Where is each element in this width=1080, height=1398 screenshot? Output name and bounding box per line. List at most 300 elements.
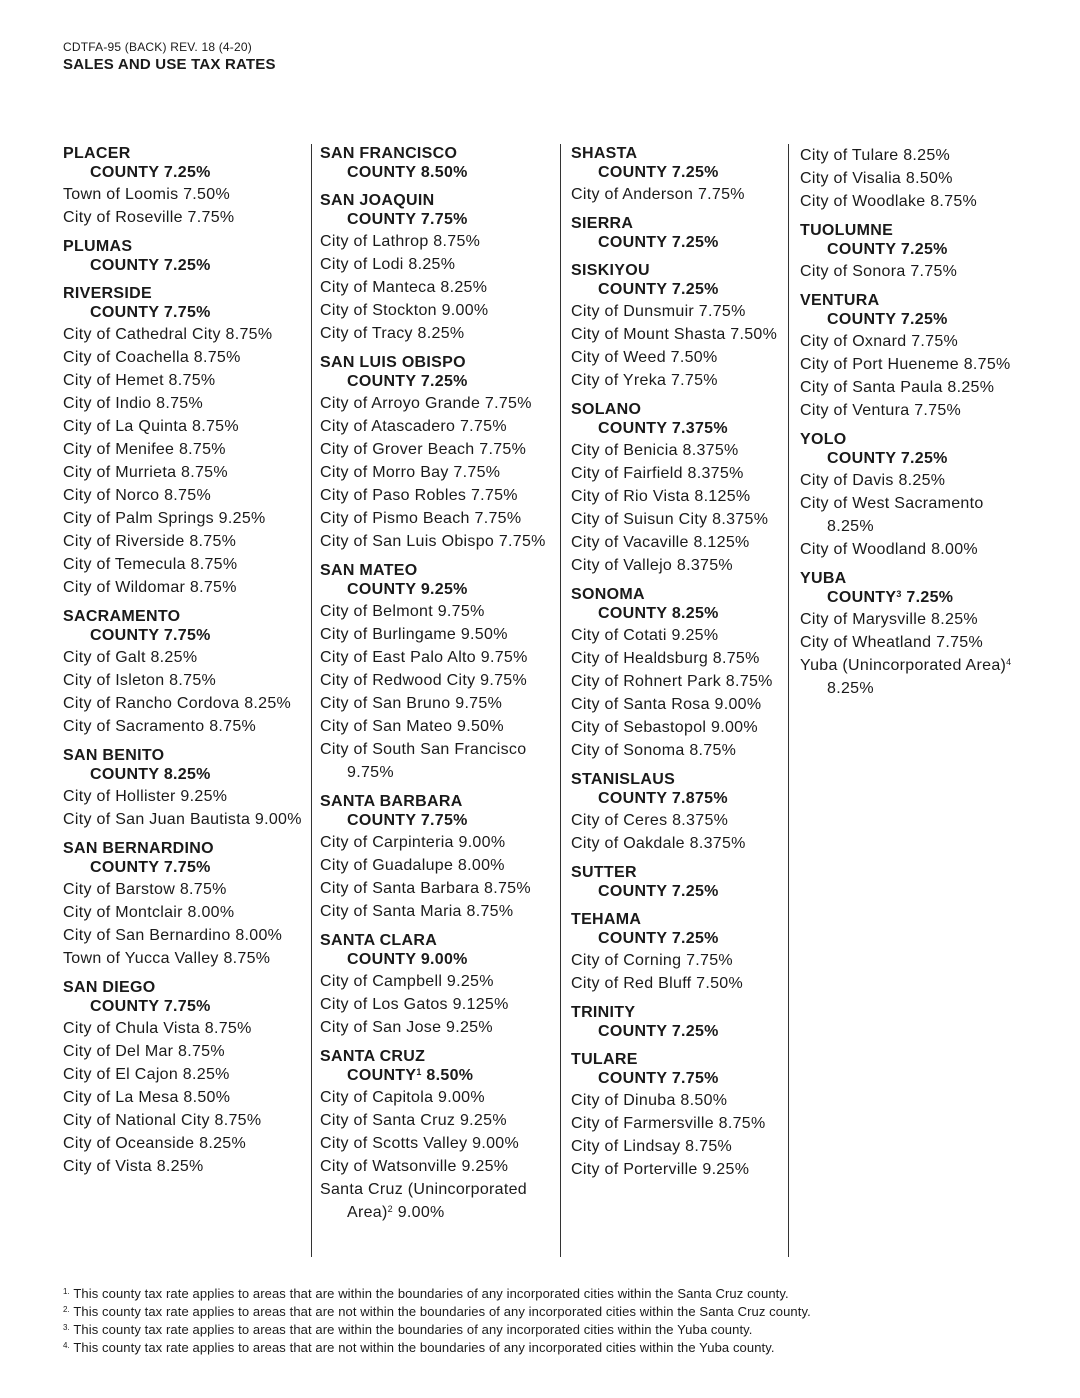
- city-entry: [320, 438, 558, 461]
- city-entry: [320, 415, 558, 438]
- county-rate-line: [800, 588, 1040, 608]
- city-name-rate: City of Vallejo 8.375%: [571, 557, 733, 574]
- county-rate: 7.375%: [671, 420, 728, 437]
- city-name-rate: City of Santa Rosa 9.00%: [571, 696, 762, 713]
- county-label: COUNTY: [598, 234, 668, 251]
- city-name-rate: Santa Cruz (Unincorporated: [320, 1181, 528, 1198]
- city-entry: [320, 669, 558, 692]
- city-name-rate: City of El Cajon 8.25%: [63, 1066, 230, 1083]
- county-name: SAN DIEGO: [63, 979, 156, 996]
- city-entry: [63, 461, 309, 484]
- county-section: [800, 430, 1040, 561]
- city-name-rate: City of Mount Shasta 7.50%: [571, 326, 778, 343]
- footnote-number: 1.: [63, 1287, 70, 1296]
- county-section: [63, 237, 309, 276]
- county-rate: 7.25%: [900, 311, 948, 328]
- county-section: [571, 863, 785, 902]
- county-label: COUNTY: [90, 257, 160, 274]
- city-name-rate: City of Chula Vista 8.75%: [63, 1020, 252, 1037]
- county-rate-line: [571, 419, 785, 439]
- city-entry: [320, 993, 558, 1016]
- city-name-rate: City of Benicia 8.375%: [571, 442, 739, 459]
- county-section: [320, 1047, 558, 1224]
- county-section: [320, 353, 558, 553]
- city-name-rate: City of Hemet 8.75%: [63, 372, 216, 389]
- county-name: SACRAMENTO: [63, 608, 181, 625]
- city-name-rate: City of Del Mar 8.75%: [63, 1043, 225, 1060]
- city-name-rate: City of Cathedral City 8.75%: [63, 326, 273, 343]
- city-rate: 8.25%: [827, 680, 874, 697]
- city-entry: [571, 624, 785, 647]
- county-name: YUBA: [800, 570, 847, 587]
- county-name: SANTA CRUZ: [320, 1048, 426, 1065]
- city-name-rate: City of San Bruno 9.75%: [320, 695, 503, 712]
- city-entry: [571, 693, 785, 716]
- county-label: COUNTY: [598, 930, 668, 947]
- city-entry: [800, 399, 1040, 422]
- city-entry: [320, 322, 558, 345]
- county-rate: 7.25%: [671, 164, 719, 181]
- city-name-rate: City of Cotati 9.25%: [571, 627, 719, 644]
- city-entry: [320, 854, 558, 877]
- county-name: SAN JOAQUIN: [320, 192, 435, 209]
- city-entry: [63, 507, 309, 530]
- county-label: COUNTY: [598, 883, 668, 900]
- county-rate-line: [63, 997, 309, 1017]
- city-name-rate: City of Woodlake 8.75%: [800, 193, 978, 210]
- city-entry: [800, 190, 1040, 213]
- city-name-rate: City of Roseville 7.75%: [63, 209, 235, 226]
- county-section: [571, 261, 785, 392]
- city-name-rate: City of Sonora 7.75%: [800, 263, 958, 280]
- city-entry: [320, 230, 558, 253]
- city-name-rate: City of Sebastopol 9.00%: [571, 719, 758, 736]
- county-section: [63, 978, 309, 1178]
- city-rate: 9.75%: [347, 764, 394, 781]
- county-label: COUNTY: [347, 373, 417, 390]
- city-name-rate: City of Sonoma 8.75%: [571, 742, 737, 759]
- footnote-item: [63, 1339, 811, 1357]
- footnotes: [63, 1285, 811, 1357]
- county-rate: 7.75%: [163, 304, 211, 321]
- county-rate-line: [800, 240, 1040, 260]
- county-rate-line: [571, 1022, 785, 1042]
- city-entry: [320, 253, 558, 276]
- county-label: COUNTY: [598, 1023, 668, 1040]
- city-name-rate: City of Temecula 8.75%: [63, 556, 238, 573]
- city-entry: [63, 369, 309, 392]
- city-entry: [800, 260, 1040, 283]
- county-label: COUNTY: [347, 951, 417, 968]
- city-name-rate: City of Lodi 8.25%: [320, 256, 456, 273]
- county-name: SONOMA: [571, 586, 645, 603]
- footnote-ref: 4: [1006, 657, 1012, 667]
- city-name-rate: City of Dunsmuir 7.75%: [571, 303, 746, 320]
- county-name: SANTA BARBARA: [320, 793, 463, 810]
- rates-column-2: [320, 144, 558, 1232]
- city-entry: [63, 692, 309, 715]
- city-entry: [320, 1109, 558, 1132]
- city-entry: [571, 739, 785, 762]
- county-name: STANISLAUS: [571, 771, 676, 788]
- county-section: [571, 910, 785, 995]
- county-rate: 7.25%: [163, 257, 211, 274]
- city-name-rate: City of Morro Bay 7.75%: [320, 464, 501, 481]
- city-entry: [320, 276, 558, 299]
- city-name-rate: City of Corning 7.75%: [571, 952, 733, 969]
- footnote-ref: 3: [896, 589, 902, 599]
- county-rate: 7.75%: [163, 859, 211, 876]
- county-rate: 7.875%: [671, 790, 728, 807]
- city-entry: [571, 1158, 785, 1181]
- city-entry: [320, 1132, 558, 1155]
- city-name-rate: City of South San Francisco: [320, 741, 527, 758]
- city-name-rate: City of Arroyo Grande 7.75%: [320, 395, 532, 412]
- county-rate: 9.25%: [420, 581, 468, 598]
- city-name-rate: City of Lindsay 8.75%: [571, 1138, 733, 1155]
- county-name: SHASTA: [571, 145, 638, 162]
- city-name-rate: City of Scotts Valley 9.00%: [320, 1135, 519, 1152]
- county-rate: 8.50%: [420, 164, 468, 181]
- county-label: COUNTY: [598, 164, 668, 181]
- city-name-rate: City of Fairfield 8.375%: [571, 465, 744, 482]
- city-entry: [63, 924, 309, 947]
- county-label: COUNTY: [347, 1067, 417, 1084]
- rates-column-1: [63, 144, 309, 1186]
- county-section: [571, 770, 785, 855]
- county-rate: 8.50%: [426, 1067, 474, 1084]
- footnote-item: [63, 1321, 811, 1339]
- county-label: COUNTY: [827, 589, 897, 606]
- county-section: [63, 607, 309, 738]
- county-section: [63, 144, 309, 229]
- county-section: [571, 1003, 785, 1042]
- city-name-rate: City of Tulare 8.25%: [800, 147, 951, 164]
- county-name: SAN MATEO: [320, 562, 418, 579]
- county-label: COUNTY: [90, 998, 160, 1015]
- city-entry: [63, 646, 309, 669]
- county-name: SAN FRANCISCO: [320, 145, 458, 162]
- county-rate-line: [800, 310, 1040, 330]
- county-section: [571, 214, 785, 253]
- county-label: COUNTY: [827, 450, 897, 467]
- county-section: [320, 561, 558, 784]
- city-entry: [63, 715, 309, 738]
- form-id: CDTFA-95 (BACK) REV. 18 (4-20): [63, 40, 252, 54]
- city-name-rate: City of Montclair 8.00%: [63, 904, 235, 921]
- column-divider: [311, 144, 312, 1257]
- county-label: COUNTY: [90, 627, 160, 644]
- city-entry: [63, 808, 309, 831]
- footnote-ref: 2: [387, 1204, 393, 1214]
- county-section: [571, 144, 785, 206]
- city-entry: [571, 1112, 785, 1135]
- city-name-rate: City of Oxnard 7.75%: [800, 333, 959, 350]
- city-entry: [63, 1040, 309, 1063]
- county-rate: 9.00%: [420, 951, 468, 968]
- city-name-rate: City of Rancho Cordova 8.25%: [63, 695, 292, 712]
- county-label: COUNTY: [598, 790, 668, 807]
- city-entry: [320, 831, 558, 854]
- rates-column-3: [571, 144, 785, 1189]
- city-name-rate: City of Santa Paula 8.25%: [800, 379, 995, 396]
- county-rate-line: [63, 626, 309, 646]
- city-entry: [320, 623, 558, 646]
- city-entry: [320, 1016, 558, 1039]
- city-name-rate: City of Norco 8.75%: [63, 487, 211, 504]
- city-name-rate: City of Murrieta 8.75%: [63, 464, 228, 481]
- county-rate-line: [63, 256, 309, 276]
- county-label: COUNTY: [347, 211, 417, 228]
- city-name-rate: City of West Sacramento: [800, 495, 984, 512]
- city-name-rate: City of Rio Vista 8.125%: [571, 488, 751, 505]
- city-entry: [800, 631, 1040, 654]
- city-entry: [571, 1089, 785, 1112]
- city-entry: [571, 323, 785, 346]
- city-entry: [63, 415, 309, 438]
- city-name-rate: City of Wheatland 7.75%: [800, 634, 983, 651]
- city-name-rate: City of Stockton 9.00%: [320, 302, 489, 319]
- city-name-rate: City of Oceanside 8.25%: [63, 1135, 246, 1152]
- county-rate: 7.25%: [671, 234, 719, 251]
- county-section: [63, 839, 309, 970]
- county-rate: 7.25%: [671, 281, 719, 298]
- city-name-rate: City of Santa Barbara 8.75%: [320, 880, 531, 897]
- city-name-rate: City of Ceres 8.375%: [571, 812, 729, 829]
- city-name-rate: City of East Palo Alto 9.75%: [320, 649, 528, 666]
- county-rate-line: [63, 303, 309, 323]
- footnote-text: This county tax rate applies to areas that are not within the boundaries of any incorporated cities within the Santa Cruz county.: [73, 1304, 811, 1319]
- city-name-rate: City of Farmersville 8.75%: [571, 1115, 766, 1132]
- county-rate-line: [320, 950, 558, 970]
- city-entry: [800, 167, 1040, 190]
- county-rate: 7.25%: [671, 930, 719, 947]
- county-rate: 7.25%: [900, 241, 948, 258]
- city-entry: [571, 439, 785, 462]
- county-label: COUNTY: [90, 766, 160, 783]
- county-rate-line: [63, 163, 309, 183]
- city-name-rate: City of Riverside 8.75%: [63, 533, 237, 550]
- county-rate: 8.25%: [163, 766, 211, 783]
- city-name-rate: City of Porterville 9.25%: [571, 1161, 750, 1178]
- city-name-rate: City of Red Bluff 7.50%: [571, 975, 744, 992]
- county-name: RIVERSIDE: [63, 285, 152, 302]
- city-entry: [800, 376, 1040, 399]
- city-entry: [63, 1086, 309, 1109]
- county-rate: 7.75%: [420, 812, 468, 829]
- county-rate-line: [800, 449, 1040, 469]
- county-name: TRINITY: [571, 1004, 636, 1021]
- city-entry: [320, 484, 558, 507]
- city-name-rate: City of San Mateo 9.50%: [320, 718, 504, 735]
- county-section: [320, 144, 558, 183]
- county-name: PLACER: [63, 145, 131, 162]
- city-entry: [571, 300, 785, 323]
- city-entry: [571, 508, 785, 531]
- city-name-rate: City of Palm Springs 9.25%: [63, 510, 266, 527]
- city-name-continued: Area): [347, 1204, 388, 1221]
- city-name-rate: City of Ventura 7.75%: [800, 402, 962, 419]
- city-entry: [571, 716, 785, 739]
- city-name-rate: City of Watsonville 9.25%: [320, 1158, 509, 1175]
- city-name-rate: City of San Luis Obispo 7.75%: [320, 533, 546, 550]
- city-name-rate: City of Oakdale 8.375%: [571, 835, 746, 852]
- county-rate-line: [571, 789, 785, 809]
- city-entry: [63, 553, 309, 576]
- city-name-rate: City of Vacaville 8.125%: [571, 534, 750, 551]
- county-rate-line: [571, 882, 785, 902]
- city-entry: [571, 809, 785, 832]
- footnote-number: 4.: [63, 1341, 70, 1350]
- city-entry: [320, 600, 558, 623]
- city-name-rate: City of Suisun City 8.375%: [571, 511, 769, 528]
- county-label: COUNTY: [598, 605, 668, 622]
- city-entry: [320, 1086, 558, 1109]
- city-entry: [320, 738, 558, 761]
- county-rate-line: [571, 604, 785, 624]
- city-name-rate: City of Healdsburg 8.75%: [571, 650, 760, 667]
- county-name: SUTTER: [571, 864, 637, 881]
- county-label: COUNTY: [598, 281, 668, 298]
- county-label: COUNTY: [347, 812, 417, 829]
- county-label: COUNTY: [827, 311, 897, 328]
- county-name: SOLANO: [571, 401, 642, 418]
- city-name-rate: City of Atascadero 7.75%: [320, 418, 507, 435]
- footnote-item: [63, 1285, 811, 1303]
- county-rate-line: [63, 858, 309, 878]
- city-name-rate: City of Wildomar 8.75%: [63, 579, 237, 596]
- county-rate-line: [320, 210, 558, 230]
- city-entry: [571, 462, 785, 485]
- city-name-rate: City of Indio 8.75%: [63, 395, 203, 412]
- city-entry: [571, 972, 785, 995]
- county-section: [571, 585, 785, 762]
- city-name-rate: City of Santa Maria 8.75%: [320, 903, 514, 920]
- county-name: YOLO: [800, 431, 847, 448]
- city-entry: [571, 369, 785, 392]
- footnote-text: This county tax rate applies to areas that are within the boundaries of any incorporated cities within the Santa Cruz county.: [73, 1286, 789, 1301]
- footnote-ref: 1: [416, 1067, 422, 1077]
- city-entry: [63, 530, 309, 553]
- county-rate-line: [571, 280, 785, 300]
- county-rate-line: [320, 580, 558, 600]
- city-rate: 9.00%: [397, 1204, 445, 1221]
- city-entry: [320, 1178, 558, 1201]
- city-rate: 8.25%: [827, 518, 874, 535]
- city-name-rate: City of National City 8.75%: [63, 1112, 262, 1129]
- county-rate: 7.75%: [163, 627, 211, 644]
- county-section: [571, 1050, 785, 1181]
- county-rate: 7.75%: [420, 211, 468, 228]
- city-name-rate: Town of Loomis 7.50%: [63, 186, 230, 203]
- footnote-number: 3.: [63, 1323, 70, 1332]
- city-entry: [571, 554, 785, 577]
- city-entry: [63, 438, 309, 461]
- city-entry: [800, 144, 1040, 167]
- city-entry: [571, 346, 785, 369]
- city-entry: [571, 183, 785, 206]
- city-name-rate: City of Los Gatos 9.125%: [320, 996, 509, 1013]
- county-rate-line: [320, 1066, 558, 1086]
- city-entry: [320, 970, 558, 993]
- county-section: [320, 792, 558, 923]
- city-entry: [800, 469, 1040, 492]
- city-entry: [320, 715, 558, 738]
- city-entry: [63, 1063, 309, 1086]
- city-name-rate: City of Pismo Beach 7.75%: [320, 510, 522, 527]
- city-name-rate: City of Barstow 8.75%: [63, 881, 227, 898]
- city-name-rate: City of Port Hueneme 8.75%: [800, 356, 1011, 373]
- city-name-rate: City of Yreka 7.75%: [571, 372, 718, 389]
- city-name-rate: City of San Juan Bautista 9.00%: [63, 811, 302, 828]
- city-entry: [571, 647, 785, 670]
- city-entry: [320, 507, 558, 530]
- county-rate-line: [320, 163, 558, 183]
- county-rate-line: [571, 1069, 785, 1089]
- city-name-rate: City of Anderson 7.75%: [571, 186, 745, 203]
- city-name-rate: City of Burlingame 9.50%: [320, 626, 508, 643]
- county-rate: 7.25%: [163, 164, 211, 181]
- county-rate-line: [63, 765, 309, 785]
- county-section: [800, 291, 1040, 422]
- city-entry-continued: [320, 1201, 558, 1224]
- county-name: SANTA CLARA: [320, 932, 438, 949]
- city-name-rate: City of Guadalupe 8.00%: [320, 857, 505, 874]
- county-label: COUNTY: [347, 581, 417, 598]
- county-name: SISKIYOU: [571, 262, 650, 279]
- county-rate-line: [320, 811, 558, 831]
- county-label: COUNTY: [598, 1070, 668, 1087]
- city-entry: [320, 900, 558, 923]
- city-name-rate: Town of Yucca Valley 8.75%: [63, 950, 271, 967]
- city-name-rate: City of Capitola 9.00%: [320, 1089, 485, 1106]
- city-name-rate: City of Grover Beach 7.75%: [320, 441, 527, 458]
- city-entry: [63, 1017, 309, 1040]
- city-name-rate: City of Menifee 8.75%: [63, 441, 226, 458]
- footnote-text: This county tax rate applies to areas that are within the boundaries of any incorporated cities within the Yuba county.: [73, 1322, 753, 1337]
- county-label: COUNTY: [90, 859, 160, 876]
- county-name: PLUMAS: [63, 238, 133, 255]
- city-entry: [63, 183, 309, 206]
- city-entry: [320, 461, 558, 484]
- city-entry: [571, 949, 785, 972]
- city-name-rate: Yuba (Unincorporated Area): [800, 657, 1007, 674]
- city-entry: [571, 531, 785, 554]
- county-rate-line: [571, 163, 785, 183]
- county-section: [571, 400, 785, 577]
- city-name-rate: City of Paso Robles 7.75%: [320, 487, 518, 504]
- city-name-rate: City of La Quinta 8.75%: [63, 418, 239, 435]
- city-name-rate: City of San Jose 9.25%: [320, 1019, 493, 1036]
- city-name-rate: City of La Mesa 8.50%: [63, 1089, 231, 1106]
- county-rate: 7.25%: [671, 1023, 719, 1040]
- city-name-rate: City of Visalia 8.50%: [800, 170, 953, 187]
- county-label: COUNTY: [347, 164, 417, 181]
- county-name: SAN BENITO: [63, 747, 165, 764]
- city-entry: [320, 530, 558, 553]
- city-name-rate: City of Sacramento 8.75%: [63, 718, 257, 735]
- county-section: [63, 284, 309, 599]
- rates-column-4: [800, 144, 1040, 708]
- city-name-rate: City of Manteca 8.25%: [320, 279, 488, 296]
- county-name: SAN BERNARDINO: [63, 840, 214, 857]
- county-rate: 8.25%: [671, 605, 719, 622]
- city-entry: [800, 492, 1040, 515]
- city-entry: [571, 832, 785, 855]
- city-entry: [63, 484, 309, 507]
- column-divider: [560, 144, 561, 1257]
- city-name-rate: City of Santa Cruz 9.25%: [320, 1112, 507, 1129]
